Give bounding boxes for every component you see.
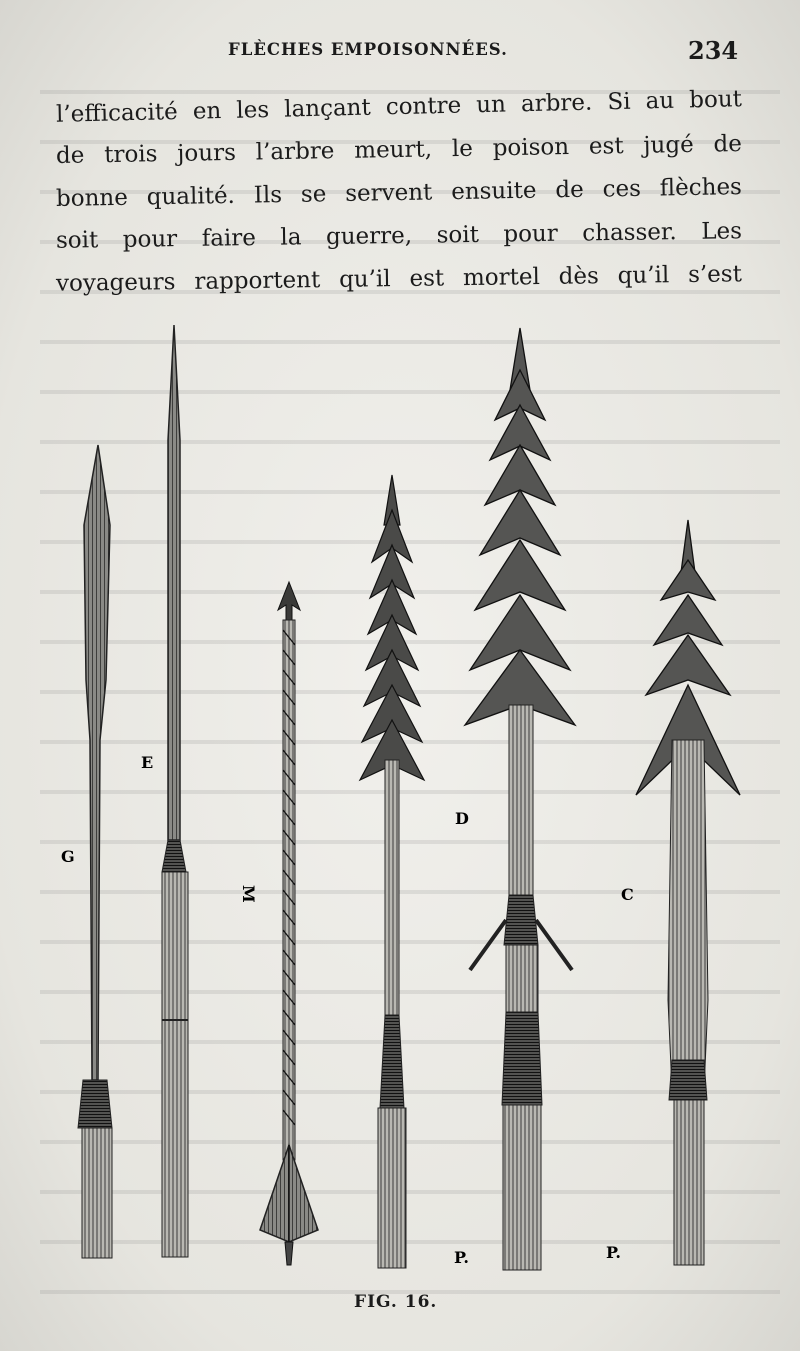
word: les [236,96,270,124]
word: dès [558,263,600,290]
word: guerre, [325,222,413,251]
word: se [300,181,327,208]
word: bout [688,86,743,114]
word: faire [201,224,257,252]
word: pour [122,226,178,253]
word: trois [103,141,158,169]
word: soit [55,227,99,254]
word: lançant [283,94,371,123]
arrow-e [162,325,188,1257]
word: la [280,224,302,251]
label-c: C [621,885,634,904]
label-p-2: P. [606,1243,621,1262]
word: qu’il [338,266,391,293]
figure-caption: FIG. 16. [354,1292,438,1312]
word: qualité. [146,182,236,211]
word: voyageurs [55,269,176,297]
label-m: M [239,885,258,903]
word: pour [503,220,558,248]
label-p-1: P. [454,1248,469,1267]
word: arbre. [520,89,593,118]
text-line [56,253,743,306]
word: jugé [643,131,694,159]
page-number: 234 [688,36,739,65]
arrow-d-small [360,475,424,1268]
arrow-large-barbed [465,328,575,1270]
word: flèches [659,174,743,202]
word: Ils [253,182,283,209]
label-e: E [141,753,154,772]
word: servent [345,179,433,207]
word: bonne [55,184,129,212]
word: Les [701,218,743,245]
word: ces [602,175,642,203]
label-d: D [455,809,469,828]
word: rapportent [194,267,321,295]
word: est [588,133,624,160]
word: l’efficacité [55,99,179,128]
word: contre [385,92,462,121]
word: en [192,98,222,125]
label-g: G [61,847,75,866]
body-text [56,86,742,301]
word: est [409,265,445,292]
word: Si [607,88,631,116]
word: de [713,131,743,158]
word: s’est [687,261,743,288]
arrow-g [78,445,112,1258]
word: au [645,87,675,115]
arrow-m [260,582,318,1265]
word: ensuite [450,177,537,206]
word: meurt, [354,136,433,164]
word: de [55,142,85,169]
word: chasser. [582,219,677,247]
arrow-c [636,520,740,1265]
word: jours [177,139,237,167]
word: un [475,91,507,119]
word: soit [436,221,480,249]
word: l’arbre [255,138,335,166]
word: de [555,176,584,204]
word: le [451,135,474,163]
word: qu’il [617,262,670,289]
word: mortel [462,264,541,292]
arrows-figure [0,300,800,1300]
word: poison [492,134,570,162]
running-title: FLÈCHES EMPOISONNÉES. [228,40,508,59]
